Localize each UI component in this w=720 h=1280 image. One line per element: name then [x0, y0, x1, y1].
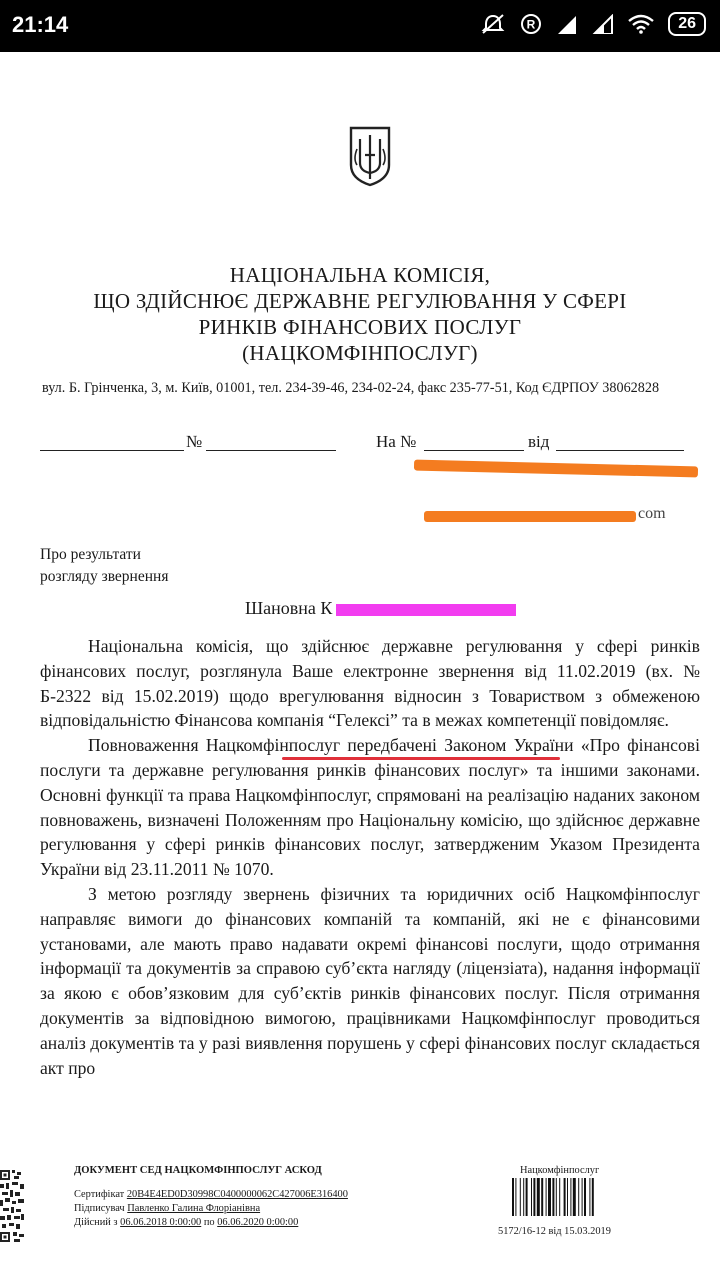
- salutation: [245, 598, 332, 619]
- title-line: РИНКІВ ФІНАНСОВИХ ПОСЛУГ: [198, 315, 522, 339]
- agency-title: [0, 262, 720, 366]
- footer-stamp-title: ДОКУМЕНТ СЕД НАЦКОМФІНПОСЛУГ АСКОД: [74, 1165, 322, 1176]
- certificate-label: Сертифікат: [74, 1189, 127, 1200]
- trident-emblem-icon: [347, 125, 393, 187]
- incoming-number-field: [424, 450, 524, 451]
- stamp-organization: Нацкомфінпослуг: [520, 1165, 600, 1176]
- body-paragraph: Національна комісія, що здійснює державне регулювання у сфері ринків фінансових послуг, розглянула Ваше електронне звернення від 11.02.2019 (вх. № Б-2322 від 15.02.2019) щодо врегулювання відносин з Товариством з обмеженою відповідальністю Фінансова компанія “Гелексі” та в межах компетенції повідомляє.: [40, 636, 700, 731]
- qr-code-icon: [0, 1168, 24, 1246]
- signal-icon: [556, 14, 578, 34]
- signer-value: Павленко Галина Флоріанівна: [127, 1203, 261, 1214]
- subject-line: розгляду звернення: [40, 568, 169, 585]
- letter-body: [40, 634, 700, 1080]
- signal-icon: [592, 14, 614, 34]
- subject-line: Про результати: [40, 546, 141, 563]
- incoming-date-field: [556, 450, 684, 451]
- validity-separator: по: [201, 1217, 218, 1228]
- mute-icon: [480, 13, 506, 35]
- outgoing-number-label: №: [186, 432, 203, 451]
- validity-line: [74, 1217, 298, 1228]
- title-line: НАЦІОНАЛЬНА КОМІСІЯ,: [229, 263, 491, 287]
- title-line: ЩО ЗДІЙСНЮЄ ДЕРЖАВНЕ РЕГУЛЮВАННЯ У СФЕРІ: [93, 289, 627, 313]
- outgoing-number-field: [206, 450, 336, 451]
- valid-to-value: 06.06.2020 0:00:00: [217, 1217, 299, 1228]
- status-bar: [0, 0, 720, 52]
- agency-address: вул. Б. Грінченка, 3, м. Київ, 01001, тел. 234-39-46, 234-02-24, факс 235-77-51, Код ЄДРПОУ 38062828: [42, 380, 660, 396]
- salutation-text: Шановна К: [245, 598, 333, 618]
- barcode-icon: [512, 1178, 640, 1216]
- registration-number: 5172/16-12 від 15.03.2019: [498, 1226, 611, 1237]
- status-icons: [480, 12, 706, 36]
- body-paragraph: Повноваження Нацкомфінпослуг передбачені Законом України «Про фінансові послуги та державне регулювання ринків фінансових послуг» та іншими законами. Основні функції та права Нацкомфінпослуг, спрямовані на реалізацію наданих законом повноважень, визначені Положенням про Національну комісію, що здійснює державне регулювання у сфері ринків фінансових послуг, затвердженим Указом Президента України від 23.11.2011 № 1070.: [40, 735, 700, 880]
- valid-from-value: 06.06.2018 0:00:00: [120, 1217, 202, 1228]
- highlight-underline: [282, 757, 560, 760]
- wifi-icon: [628, 14, 654, 34]
- battery-icon: 26: [668, 12, 706, 36]
- certificate-line: [74, 1189, 348, 1200]
- status-time: 21:14: [12, 12, 69, 37]
- body-paragraph: З метою розгляду звернень фізичних та юридичних осіб Нацкомфінпослуг направляє вимоги до фінансових компаній та компаній, які не є фінансовими установами, але мають право надавати окремі фінансові послуги, щодо отримання інформації та документів за справою суб’єкта нагляду (ліцензіата), надання інформації за якою є обов’язковим для суб’єктів ринків фінансових послуг. Після отримання документів за відповідною вимогою, працівниками Нацкомфінпослуг проводиться аналіз документів та у разі виявлення порушень у сфері фінансових послуг складається акт про: [40, 883, 700, 1078]
- email-suffix: com: [638, 505, 666, 522]
- outgoing-date-field: [40, 450, 184, 451]
- signer-line: [74, 1203, 260, 1214]
- incoming-date-label: від: [528, 432, 550, 451]
- title-line: (НАЦКОМФІНПОСЛУГ): [242, 341, 478, 365]
- letter-subject: [40, 544, 168, 588]
- certificate-value: 20B4E4ED0D30998C0400000062C427006E316400: [126, 1189, 348, 1200]
- signer-label: Підписувач: [74, 1203, 128, 1214]
- incoming-number-label: На №: [376, 432, 417, 451]
- svg-text:R: R: [526, 17, 536, 32]
- redacted-salutation-name: [336, 604, 516, 616]
- validity-label: Дійсний з: [74, 1217, 121, 1228]
- r-icon: [520, 13, 542, 35]
- redacted-recipient-email: [424, 511, 636, 522]
